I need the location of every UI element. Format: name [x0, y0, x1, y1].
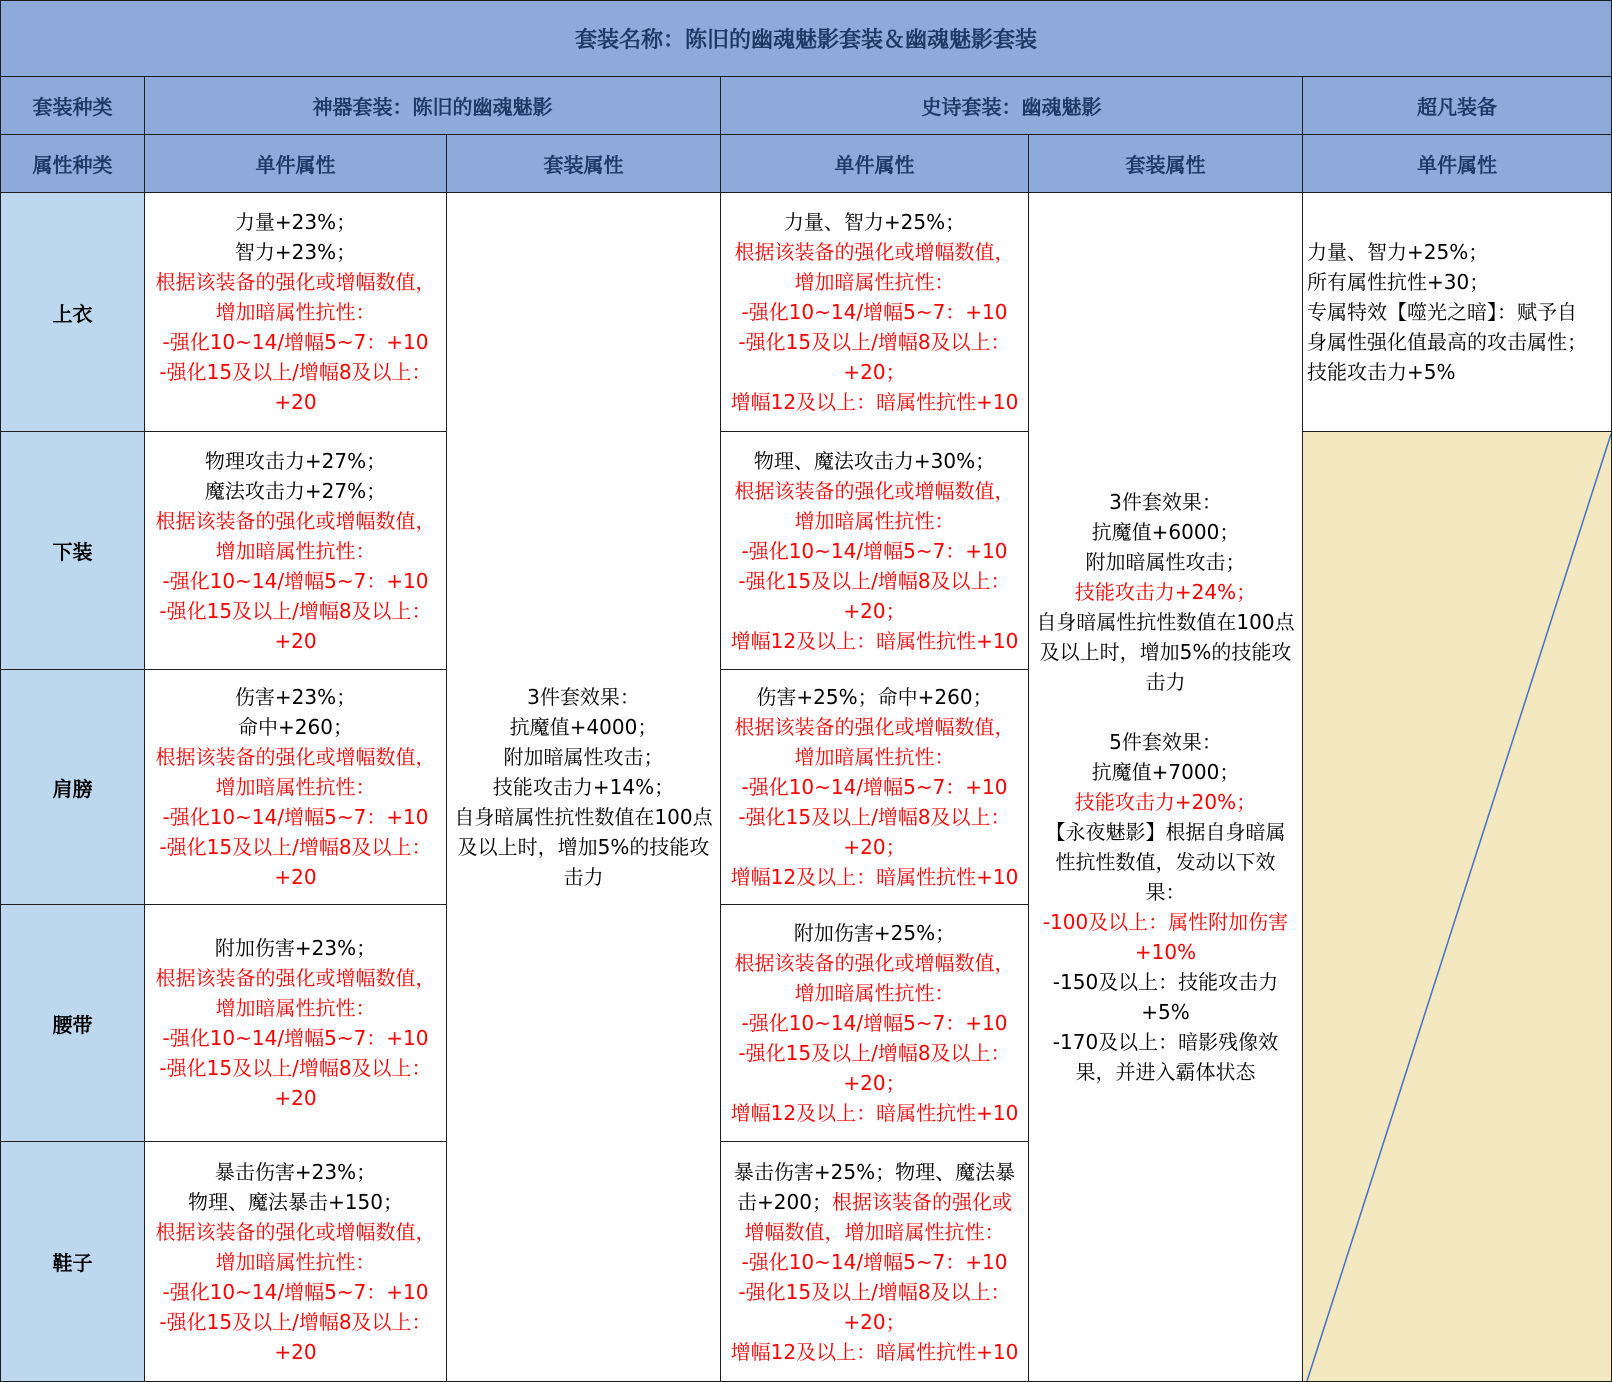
slot-belt: 腰带 — [0, 904, 145, 1142]
slot-shoes: 鞋子 — [0, 1141, 145, 1382]
epic-set-attrs: 3件套效果： 抗魔值+6000； 附加暗属性攻击； 技能攻击力+24%； 自身暗属性抗性数值在100点 及以上时，增加5%的技能攻 击力 5件套效果： 抗魔值+7000； 技能攻击力+20%； 【永夜魅影】根据自身暗属 性抗性数值，发动以下效 果： -100及以上：属性附加伤害 +10% -150及以上：技能攻击力 +5% -170及以上：暗影残像效 果，并进入霸体状态 — [1028, 192, 1303, 1382]
attr-type-label: 属性种类 — [0, 134, 145, 193]
epic-bottom-attrs: 物理、魔法攻击力+30%； 根据该装备的强化或增幅数值， 增加暗属性抗性： -强化10~14/增幅5~7：+10 -强化15及以上/增幅8及以上： +20； 增幅12及以上：暗属性抗性+10 — [720, 431, 1029, 670]
epic-set-header: 史诗套装：幽魂魅影 — [720, 76, 1303, 135]
artifact-top-attrs: 力量+23%； 智力+23%； 根据该装备的强化或增幅数值， 增加暗属性抗性： -强化10~14/增幅5~7：+10 -强化15及以上/增幅8及以上： +20 — [144, 192, 447, 432]
set-type-label: 套装种类 — [0, 76, 145, 135]
slot-bottom: 下装 — [0, 431, 145, 670]
artifact-bottom-attrs: 物理攻击力+27%； 魔法攻击力+27%； 根据该装备的强化或增幅数值， 增加暗属性抗性： -强化10~14/增幅5~7：+10 -强化15及以上/增幅8及以上： +20 — [144, 431, 447, 670]
artifact-shoes-attrs: 暴击伤害+23%； 物理、魔法暴击+150； 根据该装备的强化或增幅数值， 增加暗属性抗性： -强化10~14/增幅5~7：+10 -强化15及以上/增幅8及以上： +20 — [144, 1141, 447, 1382]
artifact-shoulder-attrs: 伤害+23%； 命中+260； 根据该装备的强化或增幅数值， 增加暗属性抗性： -强化10~14/增幅5~7：+10 -强化15及以上/增幅8及以上： +20 — [144, 669, 447, 905]
epic-belt-attrs: 附加伤害+25%； 根据该装备的强化或增幅数值， 增加暗属性抗性： -强化10~14/增幅5~7：+10 -强化15及以上/增幅8及以上： +20； 增幅12及以上：暗属性抗性+10 — [720, 904, 1029, 1142]
artifact-set-header: 神器套装：陈旧的幽魂魅影 — [144, 76, 721, 135]
transcendent-header: 超凡装备 — [1302, 76, 1612, 135]
transcendent-top-attrs: 力量、智力+25%； 所有属性抗性+30； 专属特效【噬光之暗】：赋予自 身属性强化值最高的攻击属性； 技能攻击力+5% — [1302, 192, 1612, 432]
artifact-single-attr-header: 单件属性 — [144, 134, 447, 193]
artifact-set-attrs: 3件套效果： 抗魔值+4000； 附加暗属性攻击； 技能攻击力+14%； 自身暗属性抗性数值在100点 及以上时，增加5%的技能攻 击力 — [446, 192, 721, 1382]
slot-top: 上衣 — [0, 192, 145, 432]
slot-shoulder: 肩膀 — [0, 669, 145, 905]
epic-shoes-attrs: 暴击伤害+25%；物理、魔法暴 击+200；根据该装备的强化或 增幅数值，增加暗属性抗性： -强化10~14/增幅5~7：+10 -强化15及以上/增幅8及以上： +20； 增幅12及以上：暗属性抗性+10 — [720, 1141, 1029, 1382]
epic-single-attr-header: 单件属性 — [720, 134, 1029, 193]
diagonal-slash — [1303, 432, 1612, 1382]
table-title: 套装名称：陈旧的幽魂魅影套装＆幽魂魅影套装 — [0, 0, 1612, 77]
epic-shoulder-attrs: 伤害+25%；命中+260； 根据该装备的强化或增幅数值， 增加暗属性抗性： -强化10~14/增幅5~7：+10 -强化15及以上/增幅8及以上： +20； 增幅12及以上：暗属性抗性+10 — [720, 669, 1029, 905]
epic-set-attr-header: 套装属性 — [1028, 134, 1303, 193]
transcendent-single-attr-header: 单件属性 — [1302, 134, 1612, 193]
artifact-belt-attrs: 附加伤害+23%； 根据该装备的强化或增幅数值， 增加暗属性抗性： -强化10~14/增幅5~7：+10 -强化15及以上/增幅8及以上： +20 — [144, 904, 447, 1142]
artifact-set-attr-header: 套装属性 — [446, 134, 721, 193]
epic-top-attrs: 力量、智力+25%； 根据该装备的强化或增幅数值， 增加暗属性抗性： -强化10~14/增幅5~7：+10 -强化15及以上/增幅8及以上： +20； 增幅12及以上：暗属性抗性+10 — [720, 192, 1029, 432]
transcendent-empty-cell — [1302, 431, 1612, 1382]
